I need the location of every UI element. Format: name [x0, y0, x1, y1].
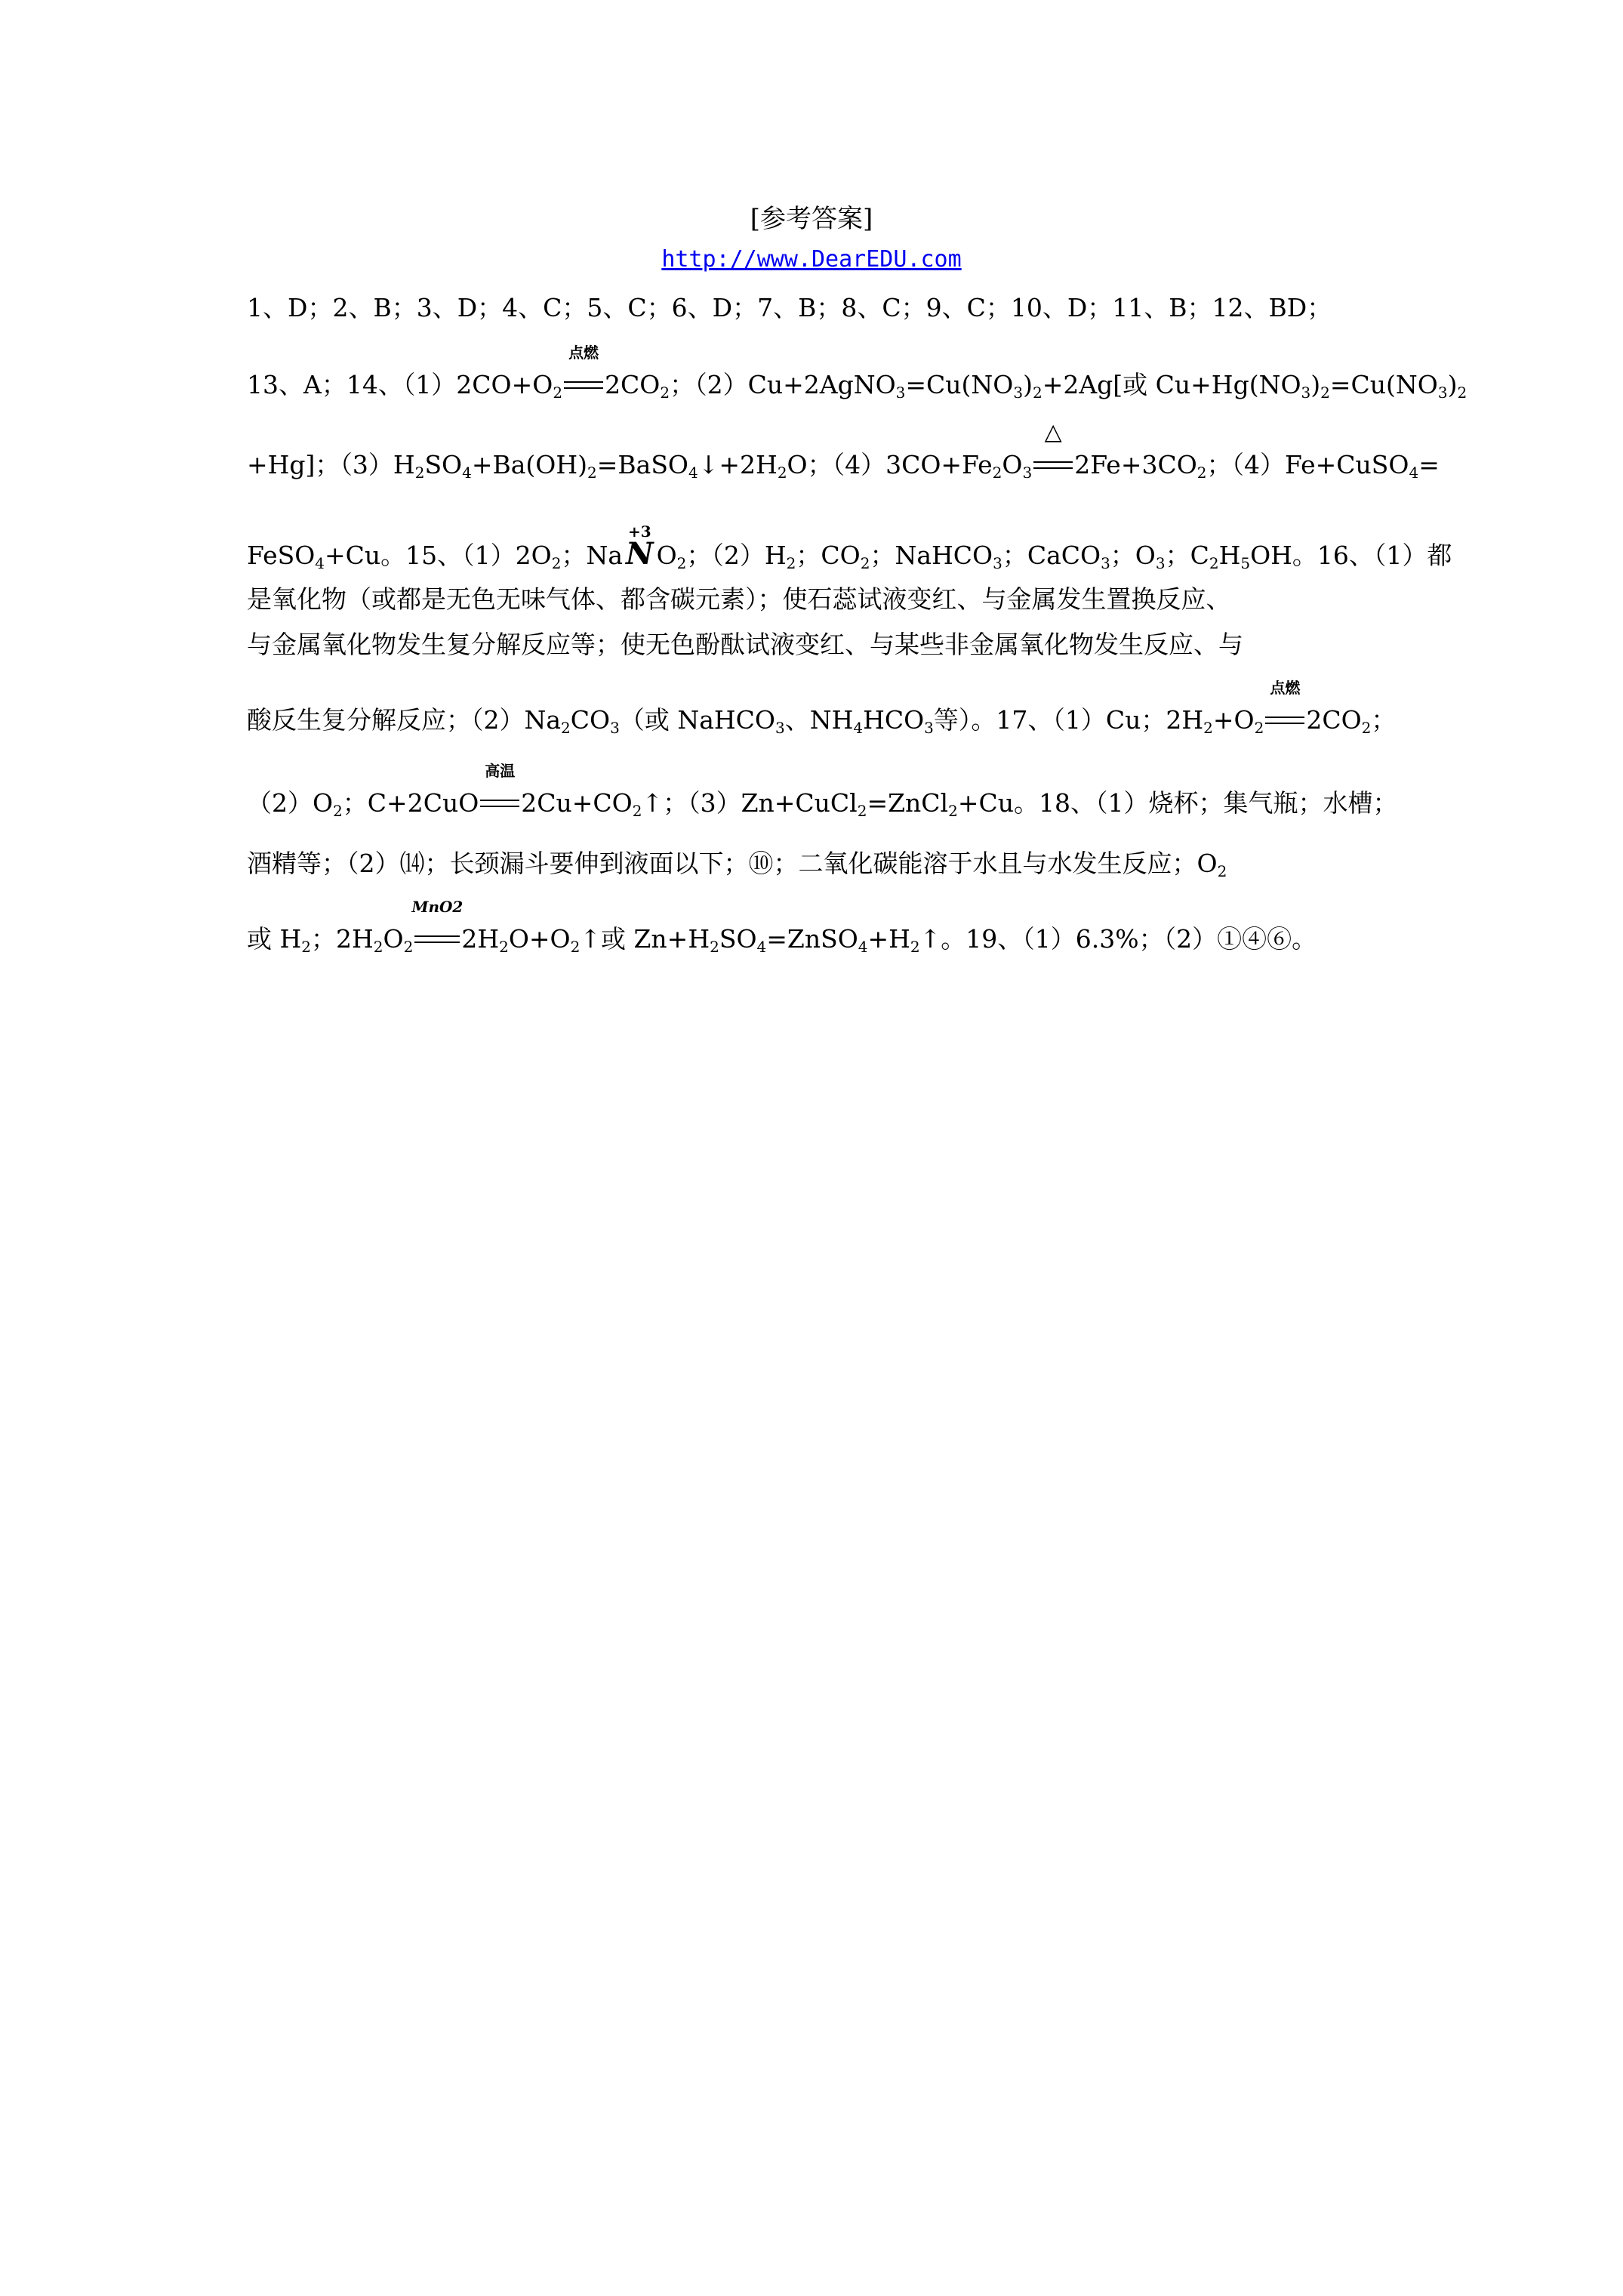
answer-line-1: 1、D；2、B；3、D；4、C；5、C；6、D；7、B；8、C；9、C；10、D；11、B；12、BD； [247, 293, 1332, 322]
answer-line-9: 酒精等；（2）⒁；长颈漏斗要伸到液面以下；⑩；二氧化碳能溶于水且与水发生反应；$O_2$ [247, 849, 1227, 880]
answer-line-2: 13、A；14、$(1)2CO+O_2$ 点燃 $2CO_2$；$(2)Cu+2AgNO_3=Cu(NO_3)_2+2Ag$[或 $Cu+Hg(NO_3)_2=Cu(NO_3)_2$ [247, 344, 1467, 402]
answer-line-5: 是氧化物（或都是无色无味气体、都含碳元素）；使石蕊试液变红、与金属发生置换反应、 [247, 584, 1231, 614]
condition-catalyst: MnO2 [414, 925, 460, 948]
condition-heat: △ [1033, 451, 1073, 473]
answer-line-7: 酸反生复分解反应；$(2)Na_2CO_3$（或 NaHCO$_3$、$NH_4HCO_3$等）。17、（1）Cu；$2H_2+O_2$ 点燃 $2CO_2$； [247, 679, 1397, 737]
source-link[interactable]: http://www.DearEDU.com [661, 246, 962, 273]
answer-line-3: +Hg]；$(3)H_2SO_4+Ba(OH)_2=BaSO_4↓+2H_2O$；$(4)3CO+Fe_2O_3$ △ $2Fe+3CO_2$；（4）Fe+CuSO$_4$= [247, 419, 1440, 482]
answer-line-10: 或 $H_2$；$2H_2O_2$ MnO2 $2H_2O+O_2↑$或 $Zn+H_2SO_4=ZnSO_4+H_2↑$。19、（1）6.3%；（2）①④⑥。 [247, 898, 1317, 956]
nitrogen-valence: +3 N [626, 522, 654, 572]
answer-line-4: FeSO$_4$+Cu。15、$(1)2O_2$；Na +3 N $O_2$；$(2)H_2$；$CO_2$；NaHCO$_3$；CaCO$_3$；$O_3$；$C_2H_5OH$。16、（1）都 [247, 522, 1452, 572]
page-title: [参考答案] [750, 204, 873, 234]
condition-high-temp: 高温 [480, 789, 519, 812]
condition-ignite: 点燃 [564, 371, 603, 393]
answer-line-8: $(2)O_2$；C+2CuO 高温 $2Cu+CO_2↑$；（3）Zn+CuCl$_2$=ZnCl$_2$+Cu。18、（1）烧杯；集气瓶；水槽； [247, 762, 1398, 820]
condition-ignite-2: 点燃 [1265, 706, 1304, 729]
answer-line-6: 与金属氧化物发生复分解反应等；使无色酚酞试液变红、与某些非金属氧化物发生反应、与 [247, 630, 1243, 659]
